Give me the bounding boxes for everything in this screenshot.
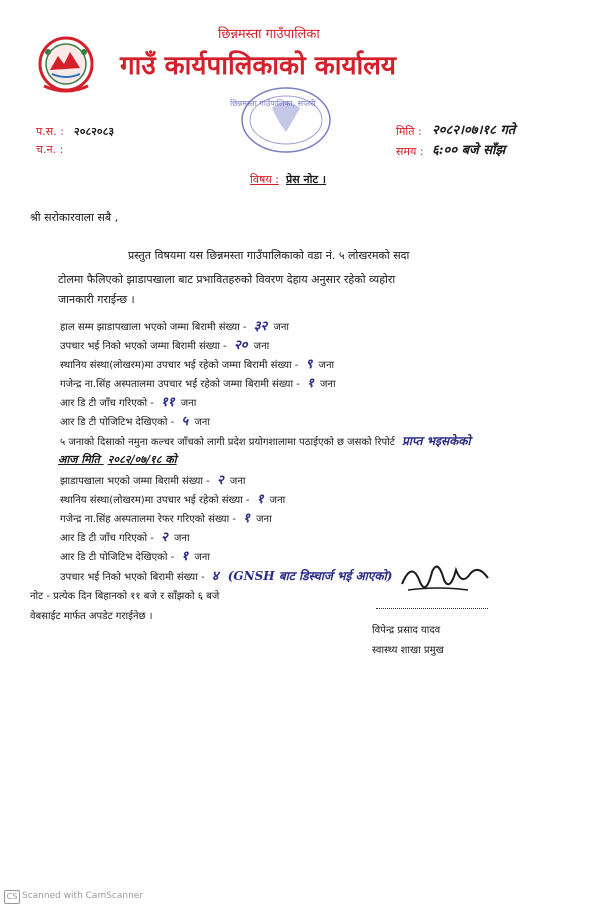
subject-value: प्रेस नोट । [286,173,327,186]
stat-row: स्थानिय संस्था(लोखरम)मा उपचार भई रहेको संख्या - १ जना [60,492,286,507]
stat-row: गजेन्द्र ना.सिंह अस्पतालमा उपचार भई रहेको जम्मा बिरामी संख्या - १ जना [60,376,336,391]
stat-row: उपचार भई निको भएको बिरामी संख्या - ४ (GNSH बाट डिस्चार्ज भई आएको) [60,569,393,584]
stats-block-1 [60,320,471,453]
stat-row: गजेन्द्र ना.सिंह अस्पतालमा रेफर गरिएको संख्या - १ जना [60,511,272,526]
watermark-text: Scanned with CamScanner [22,891,144,901]
stamp-text: छिन्नमस्ता गाउँपालिका, सप्तरी [230,99,316,108]
culture-line: ५ जनाको दिसाको नमुना कल्चर जाँचको लागी प्रदेश प्रयोगशालामा पठाईएको छ जसको रिपोर्ट प्राप्त भइसकेको [60,434,471,448]
stats-block-2 [60,474,392,588]
intro-line-3: जानकारी गराईन्छ । [58,293,135,306]
signature-scribble [398,556,494,600]
date-value: २०८२।०७।१८ गते [432,123,516,138]
stat-row: आर डि टी जाँच गरिएको - २ जना [60,530,190,545]
stat-row: स्थानिय संस्था(लोखरम)मा उपचार भई रहेको जम्मा बिरामी संख्या - ९ जना [60,357,335,372]
subject-label: विषय : [250,173,279,186]
signatory-designation: स्वास्थ्य शाखा प्रमुख [372,645,444,656]
stat-row: आर डि टी पोजिटिभ देखिएको - १ जना [60,549,210,564]
signature-line [376,608,488,609]
date-label: मिति : [396,125,422,138]
municipality-name: छिन्नमस्ता गाउँपालिका [218,27,320,42]
office-title: गाउँ कार्यपालिकाको कार्यालय [120,51,396,81]
stat-row: आर डि टी पोजिटिभ देखिएको - ५ जना [60,414,210,429]
office-stamp [222,78,334,156]
signatory-name: विपेन्द्र प्रसाद यादव [372,625,441,636]
ps-value: २०८२०८३ [74,125,115,138]
time-label: समय : [396,145,424,158]
cn-label: च.न. : [36,143,64,156]
stat-row: हाल सम्म झाडापखाला भएको जम्मा बिरामी संख्या - ३२ जना [60,319,290,334]
time-value: ६:०० बजे साँझ [432,143,506,158]
note-line-1: नोट - प्रत्येक दिन बिहानको ११ बजे र साँझको ६ बजे [30,591,220,602]
stat-row: उपचार भई निको भएको जम्मा बिरामी संख्या - २० जना [60,338,270,353]
salutation: श्री सरोकारवाला सबै , [30,211,119,224]
intro-line-1: प्रस्तुत विषयमा यस छिन्नमस्ता गाउँपालिकाको वडा नं. ५ लोखरमको सदा [128,249,410,262]
stat-row: आर डि टी जाँच गरिएको - ११ जना [60,395,197,410]
today-heading: आज मिति २०८२/०७/१८ को [58,453,177,466]
note-line-2: वेबसाईट मार्फत अपडेट गराईनेछ । [30,611,153,622]
stat-row: झाडापखाला भएको जम्मा बिरामी संख्या - २ जना [60,473,246,488]
emblem-logo [36,34,96,98]
camscanner-logo-icon: CS [4,890,20,904]
intro-line-2: टोलमा फैलिएको झाडापखाला बाट प्रभावितहरुको विवरण देहाय अनुसार रहेको व्यहोरा [58,273,396,286]
ps-label: प.स. : [36,125,64,138]
